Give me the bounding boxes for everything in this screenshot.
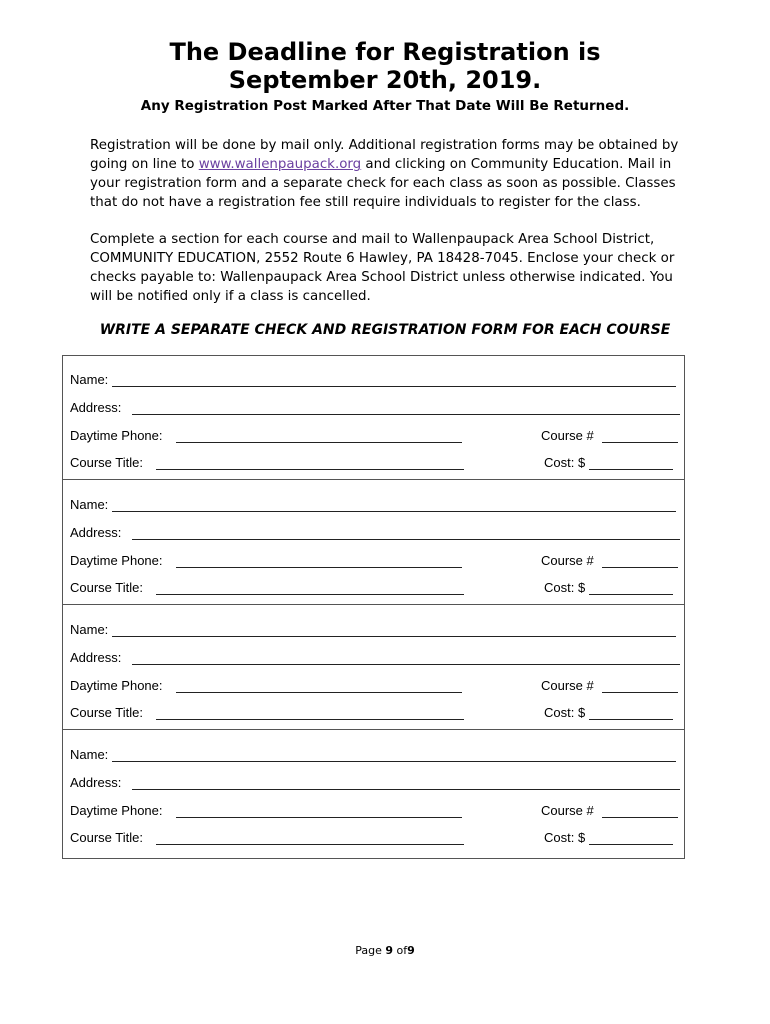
mailing-instructions-paragraph: Complete a section for each course and mail to Wallenpaupack Area School District, COMMUNITY EDUCATION, 2552 Route 6 Hawley, PA 18428-7045. Enclose your check or checks payable to: Wallenpaupack Area School District unless otherwise indicated. You will be notified only if a class is cancelled. — [90, 232, 675, 304]
page-label: Page — [355, 944, 382, 957]
address-field[interactable] — [132, 664, 680, 665]
registration-section — [63, 481, 684, 605]
phone-row — [70, 428, 680, 446]
course-title-label: Course Title: — [70, 705, 143, 720]
course-title-label: Course Title: — [70, 580, 143, 595]
course-number-label: Course # — [541, 678, 594, 693]
registration-section — [63, 606, 684, 730]
address-row — [70, 525, 680, 543]
phone-row — [70, 553, 680, 571]
cost-label: Cost: $ — [544, 830, 586, 845]
website-link[interactable]: www.wallenpaupack.org — [198, 157, 362, 172]
page-total: 9 — [407, 944, 415, 957]
phone-label: Daytime Phone: — [70, 428, 163, 443]
address-field[interactable] — [132, 789, 680, 790]
name-label: Name: — [70, 372, 109, 387]
address-label: Address: — [70, 650, 122, 665]
phone-field[interactable] — [176, 692, 462, 693]
name-label: Name: — [70, 497, 109, 512]
course-title-field[interactable] — [156, 594, 464, 595]
name-label: Name: — [70, 622, 109, 637]
name-row — [70, 497, 678, 515]
cost-field[interactable] — [589, 469, 673, 470]
address-label: Address: — [70, 400, 122, 415]
cost-label: Cost: $ — [544, 580, 586, 595]
course-title-row — [70, 580, 680, 598]
registration-instructions-paragraph — [90, 136, 690, 212]
page-title-line1: The Deadline for Registration is — [169, 38, 601, 66]
course-title-label: Course Title: — [70, 455, 143, 470]
phone-label: Daytime Phone: — [70, 553, 163, 568]
page-title-line2: September 20th, 2019. — [228, 66, 542, 94]
page-footer — [0, 944, 770, 957]
course-number-field[interactable] — [602, 567, 678, 568]
address-row — [70, 400, 680, 418]
paragraph-text-before-link: Registration will be done by mail only. Additional registration forms may be obtained by going on line to — [90, 138, 679, 172]
phone-label: Daytime Phone: — [70, 678, 163, 693]
name-field[interactable] — [112, 386, 676, 387]
separate-check-instruction: WRITE A SEPARATE CHECK AND REGISTRATION FORM FOR EACH COURSE — [99, 322, 671, 338]
course-title-row — [70, 455, 680, 473]
cost-field[interactable] — [589, 594, 673, 595]
course-title-label: Course Title: — [70, 830, 143, 845]
paragraph-text-after-link: and clicking on Community Education. Mail in your registration form and a separate check for each class as soon as possible. Classes that do not have a registration fee still require individuals to register for the class. — [90, 157, 676, 210]
cost-label: Cost: $ — [544, 705, 586, 720]
course-number-field[interactable] — [602, 817, 678, 818]
course-title-row — [70, 705, 680, 723]
address-label: Address: — [70, 775, 122, 790]
of-label: of — [396, 944, 408, 957]
course-title-field[interactable] — [156, 719, 464, 720]
course-title-field[interactable] — [156, 844, 464, 845]
course-number-label: Course # — [541, 803, 594, 818]
name-field[interactable] — [112, 511, 676, 512]
phone-row — [70, 678, 680, 696]
phone-row — [70, 803, 680, 821]
address-row — [70, 775, 680, 793]
phone-label: Daytime Phone: — [70, 803, 163, 818]
page-current: 9 — [385, 944, 394, 957]
course-number-field[interactable] — [602, 692, 678, 693]
registration-form — [62, 355, 685, 859]
course-title-field[interactable] — [156, 469, 464, 470]
name-row — [70, 747, 678, 765]
name-row — [70, 622, 678, 640]
cost-label: Cost: $ — [544, 455, 586, 470]
phone-field[interactable] — [176, 567, 462, 568]
name-label: Name: — [70, 747, 109, 762]
address-label: Address: — [70, 525, 122, 540]
phone-field[interactable] — [176, 442, 462, 443]
name-field[interactable] — [112, 761, 676, 762]
registration-section — [63, 356, 684, 480]
address-field[interactable] — [132, 414, 680, 415]
name-row — [70, 372, 678, 390]
course-number-field[interactable] — [602, 442, 678, 443]
name-field[interactable] — [112, 636, 676, 637]
cost-field[interactable] — [589, 719, 673, 720]
course-title-row — [70, 830, 680, 848]
cost-field[interactable] — [589, 844, 673, 845]
registration-section — [63, 731, 684, 855]
phone-field[interactable] — [176, 817, 462, 818]
address-field[interactable] — [132, 539, 680, 540]
course-number-label: Course # — [541, 428, 594, 443]
course-number-label: Course # — [541, 553, 594, 568]
page-subtitle: Any Registration Post Marked After That Date Will Be Returned. — [140, 98, 630, 114]
address-row — [70, 650, 680, 668]
